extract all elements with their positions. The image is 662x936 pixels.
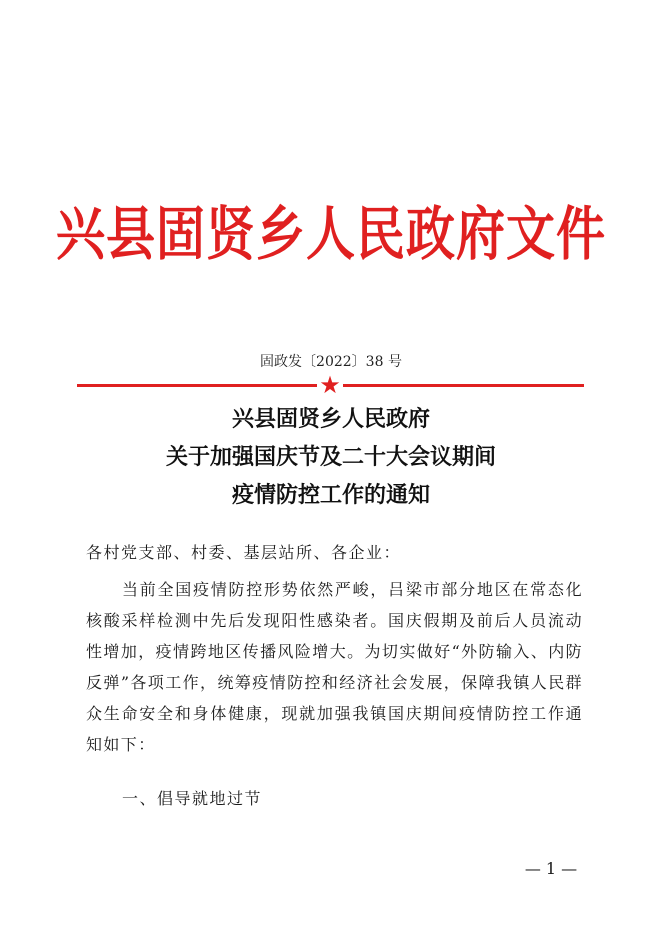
document-title bbox=[0, 400, 662, 514]
salutation: 各村党支部、村委、基层站所、各企业： bbox=[86, 543, 402, 562]
document-number: 固政发〔2022〕38 号 bbox=[260, 354, 402, 370]
title-line-3: 疫情防控工作的通知 bbox=[231, 482, 430, 508]
document-masthead: 兴县固贤乡人民政府文件 bbox=[55, 199, 606, 269]
red-divider-left bbox=[77, 384, 317, 387]
red-divider-right bbox=[343, 384, 584, 387]
star-icon: ★ bbox=[319, 371, 341, 399]
section-heading-1: 一、倡导就地过节 bbox=[122, 789, 263, 808]
body-paragraph: 当前全国疫情防控形势依然严峻，吕梁市部分地区在常态化核酸采样检测中先后发现阳性感染者。国庆假期及前后人员流动性增加，疫情跨地区传播风险增大。为切实做好“外防输入、内防反弹”各项工作，统筹疫情防控和经济社会发展，保障我镇人民群众生命安全和身体健康，现就加强我镇国庆期间疫情防控工作通知如下： bbox=[86, 580, 583, 754]
title-line-1: 兴县固贤乡人民政府 bbox=[231, 406, 430, 432]
title-line-2: 关于加强国庆节及二十大会议期间 bbox=[165, 444, 496, 470]
page-number: — 1 — bbox=[524, 859, 578, 878]
